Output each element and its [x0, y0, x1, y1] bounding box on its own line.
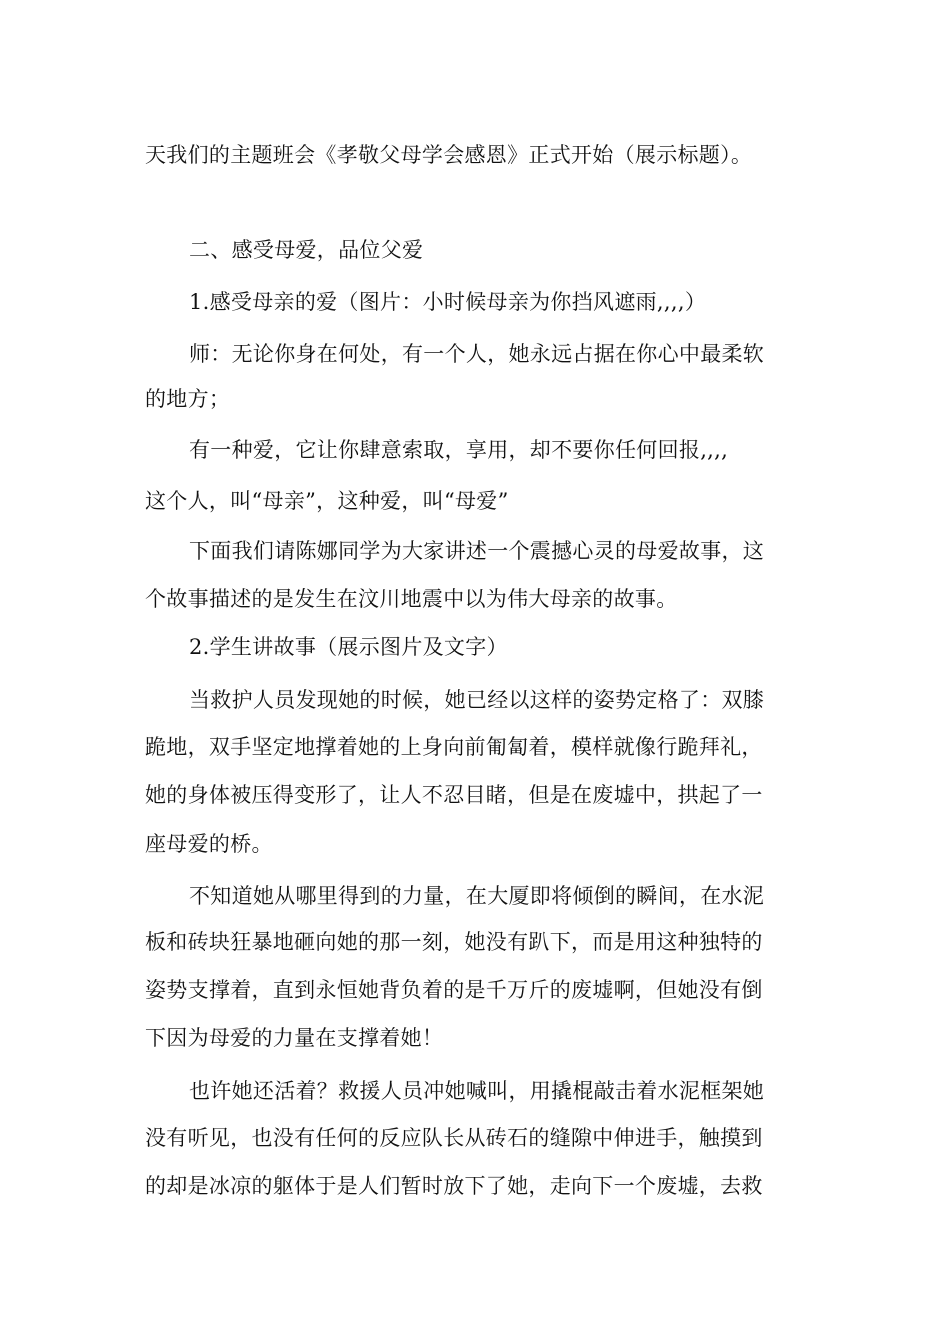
text-line: 没有听见，也没有任何的反应队长从砖石的缝隙中伸进手，触摸到	[145, 1126, 763, 1150]
text-line: 当救护人员发现她的时候，她已经以这样的姿势定格了：双膝	[189, 688, 765, 712]
text-line: 有一种爱，它让你肆意索取，享用，却不要你任何回报,,,,	[189, 438, 729, 462]
text-line: 板和砖块狂暴地砸向她的那一刻，她没有趴下，而是用这种独特的	[145, 930, 763, 954]
text-line: 的却是冰凉的躯体于是人们暂时放下了她，走向下一个废墟，去救	[145, 1174, 763, 1198]
text-line: 下面我们请陈娜同学为大家讲述一个震撼心灵的母爱故事，这	[189, 539, 765, 563]
text-line: 她的身体被压得变形了，让人不忍目睹，但是在废墟中，拱起了一	[145, 783, 763, 807]
text-line: 姿势支撑着，直到永恒她背负着的是千万斤的废墟啊，但她没有倒	[145, 978, 763, 1002]
text-line: 师：无论你身在何处，有一个人，她永远占据在你心中最柔软	[189, 342, 765, 366]
text-line: 跪地，双手坚定地撑着她的上身向前匍匐着，模样就像行跪拜礼，	[145, 735, 763, 759]
text-line: 也许她还活着？救援人员冲她喊叫，用撬棍敲击着水泥框架她	[189, 1079, 765, 1103]
text-line: 座母爱的桥。	[145, 832, 273, 856]
section-heading: 二、感受母爱，品位父爱	[189, 238, 424, 262]
text-line: 天我们的主题班会《孝敬父母学会感恩》正式开始（展示标题）。	[145, 143, 753, 167]
text-line: 的地方；	[145, 387, 231, 411]
text-line: 不知道她从哪里得到的力量，在大厦即将倾倒的瞬间，在水泥	[189, 884, 765, 908]
text-line: 个故事描述的是发生在汶川地震中以为伟大母亲的故事。	[145, 587, 678, 611]
subsection-heading: 1.感受母亲的爱（图片：小时候母亲为你挡风遮雨,,,,）	[189, 290, 707, 314]
subsection-heading: 2.学生讲故事（展示图片及文字）	[189, 635, 508, 659]
text-line: 下因为母爱的力量在支撑着她！	[145, 1026, 444, 1050]
text-line: 这个人，叫“母亲”，这种爱，叫“母爱”	[145, 489, 509, 513]
